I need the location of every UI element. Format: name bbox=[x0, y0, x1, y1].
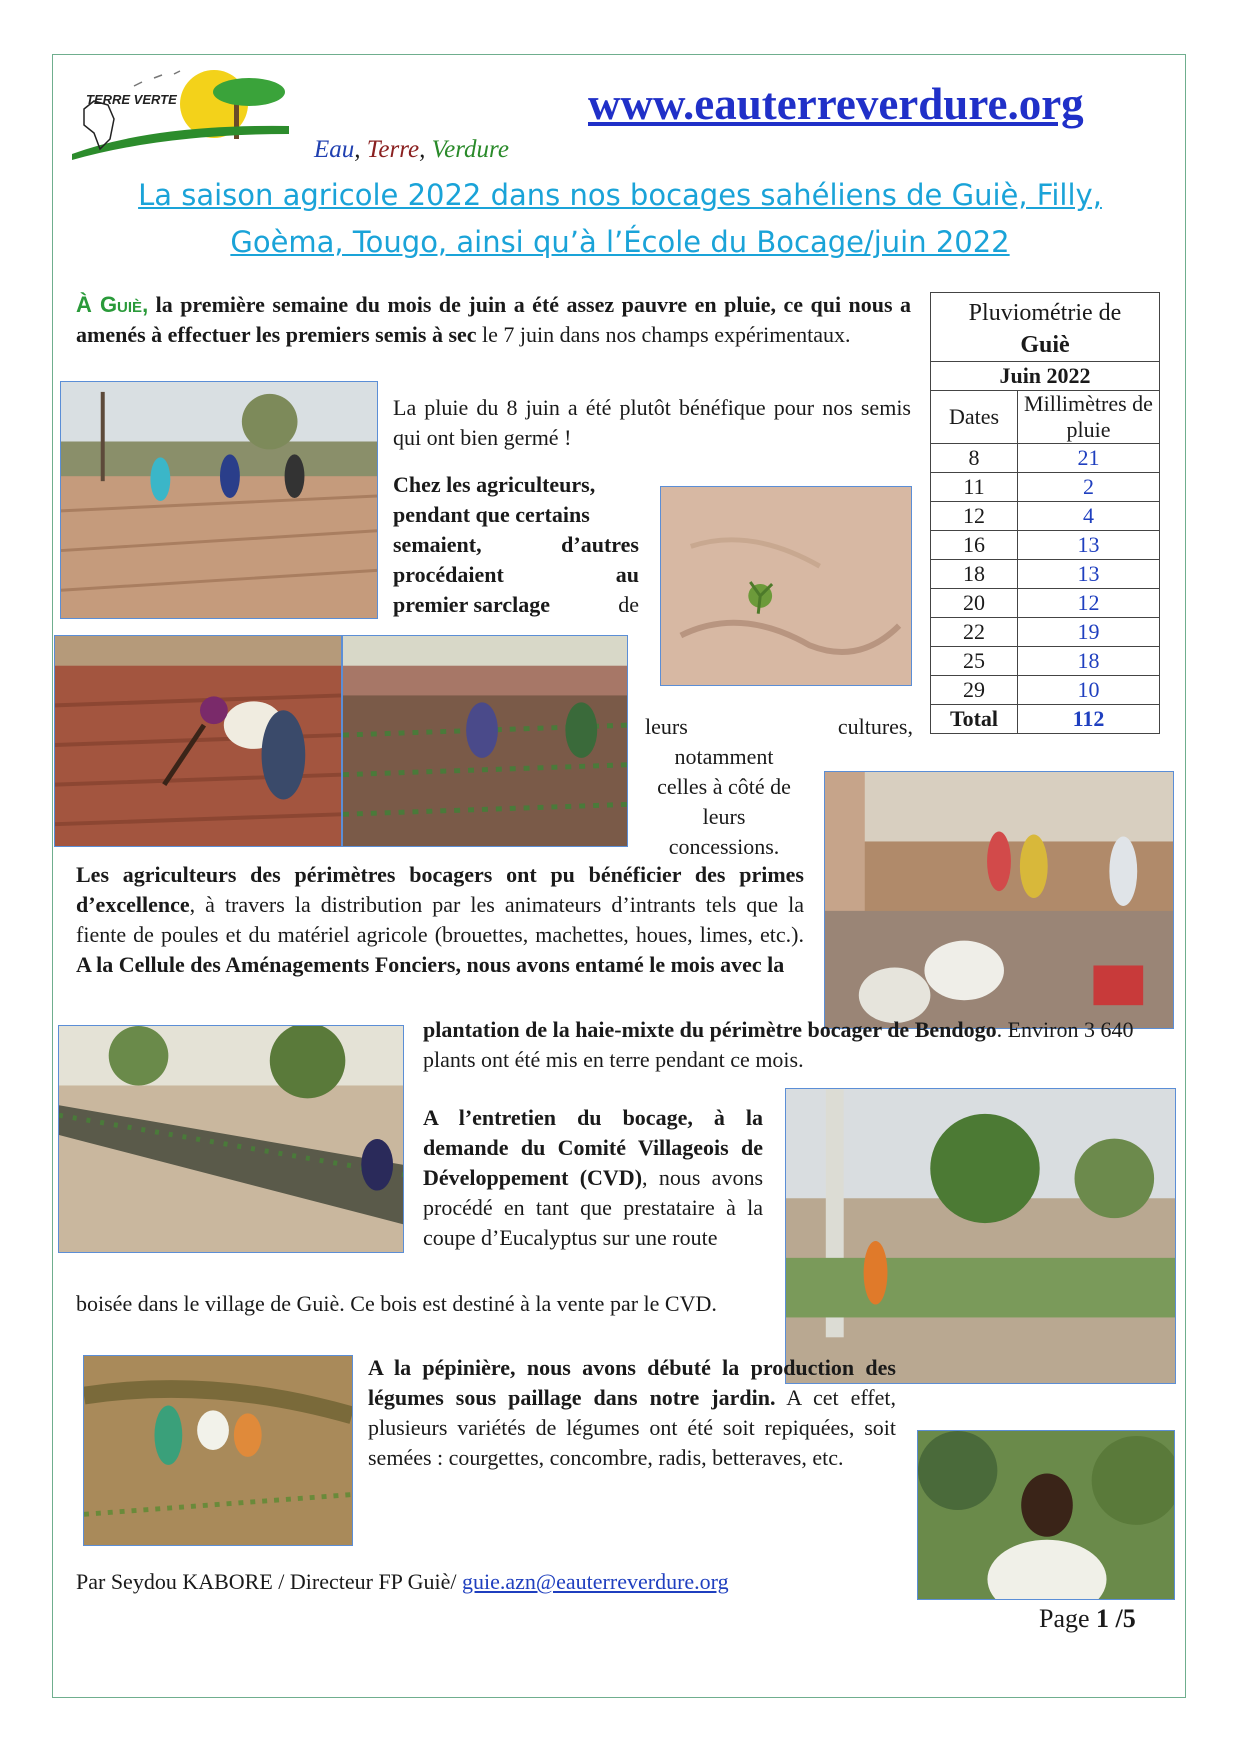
rain-date: 18 bbox=[931, 560, 1018, 589]
bendogo-paragraph: plantation de la haie-mixte du périmètre bocager de Bendogo. Environ 3 640 plants ont été mis en terre pendant ce mois. bbox=[423, 1017, 1134, 1072]
entretien-paragraph: A l’entretien du bocage, à la demande du Comité Villageois de Développement (CVD), nous avons procédé en tant que prestataire à la coupe d’Eucalyptus sur une route bbox=[423, 1105, 764, 1250]
photo-woman-weeding bbox=[54, 635, 342, 847]
tagline-eau: Eau bbox=[314, 136, 355, 163]
guie-lead: À Guiè, bbox=[76, 292, 149, 317]
photo-eucalyptus-cutting bbox=[785, 1088, 1176, 1384]
rain-mm: 4 bbox=[1018, 502, 1160, 531]
rain-date: 12 bbox=[931, 502, 1018, 531]
rain-table: Pluviométrie de Guiè Juin 2022 Dates Millimètres de pluie 8 21 11 2 12 4 16 13 18 13 20 12 22 19 25 18 29 10 Total 112 bbox=[930, 292, 1160, 734]
rain-row bbox=[931, 676, 1160, 705]
photo-nursery bbox=[83, 1355, 353, 1546]
photo-hedge-planting bbox=[58, 1025, 404, 1253]
rain-row bbox=[931, 560, 1160, 589]
farmers-continuation: leurs cultures, bbox=[645, 714, 913, 739]
rain-row bbox=[931, 589, 1160, 618]
rain-mm: 10 bbox=[1018, 676, 1160, 705]
photo-distribution bbox=[824, 771, 1174, 1029]
page-title: La saison agricole 2022 dans nos bocages sahéliens de Guiè, Filly, Goèma, Tougo, ainsi qu’à l’École du Bocage/juin 2022 bbox=[138, 178, 1102, 259]
rain-row bbox=[931, 444, 1160, 473]
photo-seedling bbox=[660, 486, 912, 686]
rain-date: 11 bbox=[931, 473, 1018, 502]
logo-text: TERRE VERTE bbox=[86, 92, 177, 107]
rain-mm: 13 bbox=[1018, 560, 1160, 589]
rain-row bbox=[931, 647, 1160, 676]
rain-mm: 21 bbox=[1018, 444, 1160, 473]
primes-paragraph: Les agriculteurs des périmètres bocagers ont pu bénéficier des primes d’excellence, à travers la distribution par les animateurs d’intrants tels que la fiente de poules et du matériel agricole (brouettes, machettes, houes, limes, etc.). A la Cellule des Aménagements Fonciers, nous avons entamé le mois avec la bbox=[76, 862, 804, 977]
farmers-block: Chez les agriculteurs, pendant que certains semaient, d’autres procédaient au premier sarclage de bbox=[393, 472, 639, 617]
rain-mm: 13 bbox=[1018, 531, 1160, 560]
rain-row bbox=[931, 473, 1160, 502]
rain-mm: 2 bbox=[1018, 473, 1160, 502]
website-link[interactable]: www.eauterreverdure.org bbox=[588, 79, 1084, 129]
rain-date: 20 bbox=[931, 589, 1018, 618]
rain-date: 16 bbox=[931, 531, 1018, 560]
rain-date: 8 bbox=[931, 444, 1018, 473]
tagline-verdure: Verdure bbox=[431, 136, 509, 163]
rain-row bbox=[931, 618, 1160, 647]
rain-table-rows bbox=[931, 444, 1160, 705]
rain-mm: 12 bbox=[1018, 589, 1160, 618]
tagline-terre: Terre bbox=[366, 136, 420, 163]
pepiniere-paragraph: A la pépinière, nous avons débuté la production des légumes sous paillage dans notre jardin. A cet effet, plusieurs variétés de légumes ont été soit repiquées, soit semées : courgettes, concombre, radis, betteraves, etc. bbox=[368, 1355, 897, 1470]
rain-date: 29 bbox=[931, 676, 1018, 705]
photo-author-portrait bbox=[917, 1430, 1175, 1600]
terre-verte-logo bbox=[64, 64, 294, 164]
logo-graphic bbox=[64, 64, 294, 164]
rain-paragraph: La pluie du 8 juin a été plutôt bénéfique pour nos semis qui ont bien germé ! bbox=[393, 395, 911, 450]
email-link[interactable]: guie.azn@eauterreverdure.org bbox=[461, 1569, 729, 1594]
entretien-tail: boisée dans le village de Guiè. Ce bois est destiné à la vente par le CVD. bbox=[76, 1291, 717, 1316]
rain-mm: 19 bbox=[1018, 618, 1160, 647]
page-number: Page 1 /5 bbox=[1039, 1604, 1136, 1633]
byline: Par Seydou KABORE / Directeur FP Guiè/ guie.azn@eauterreverdure.org bbox=[76, 1569, 729, 1594]
photo-field-workers bbox=[342, 635, 628, 847]
rain-date: 22 bbox=[931, 618, 1018, 647]
rain-date: 25 bbox=[931, 647, 1018, 676]
intro-paragraph: À Guiè, la première semaine du mois de juin a été assez pauvre en pluie, ce qui nous a amenés à effectuer les premiers semis à sec le 7 juin dans nos champs expérimentaux. bbox=[76, 292, 911, 347]
farmers-continuation-2: notamment celles à côté de leurs concessions. bbox=[657, 744, 791, 859]
tagline: Eau, Terre, Verdure bbox=[314, 136, 509, 163]
rain-row bbox=[931, 502, 1160, 531]
photo-sowing-field bbox=[60, 381, 378, 619]
rain-row bbox=[931, 531, 1160, 560]
rain-mm: 18 bbox=[1018, 647, 1160, 676]
